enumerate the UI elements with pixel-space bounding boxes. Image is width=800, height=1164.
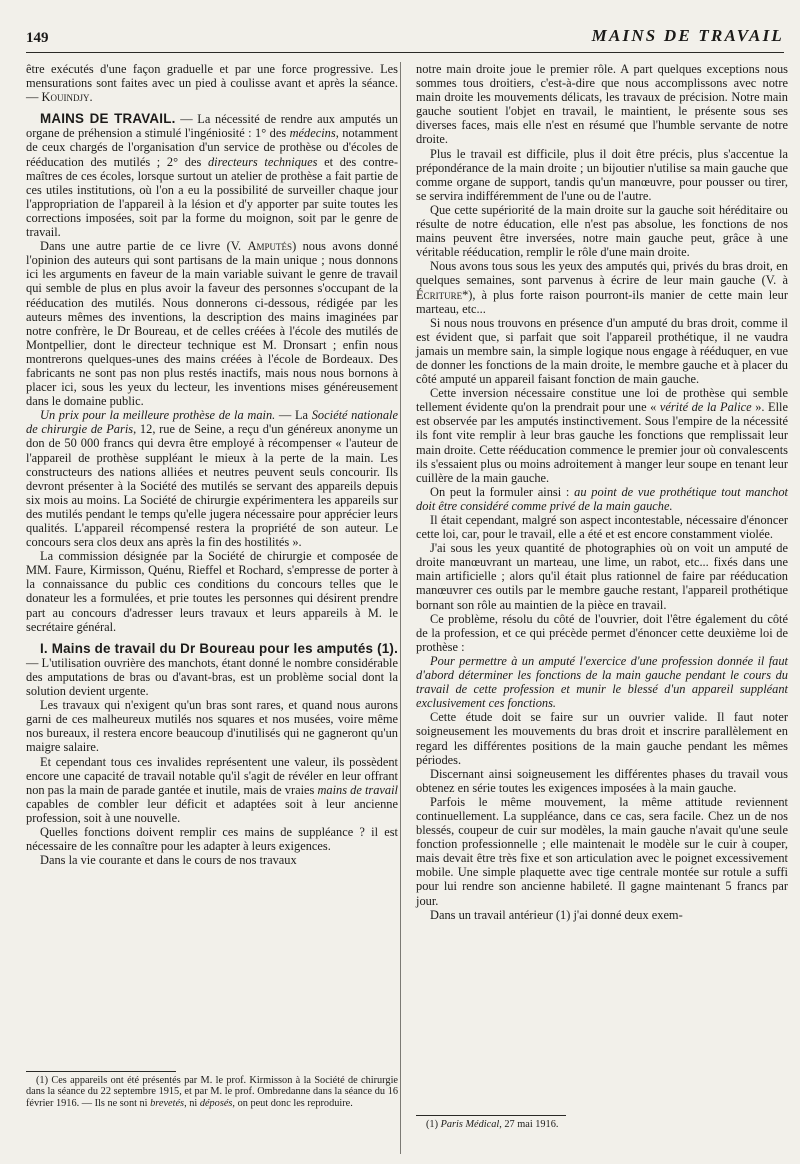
- right-footnote: [416, 1115, 788, 1130]
- running-title: MAINS DE TRAVAIL: [591, 26, 784, 45]
- subheading: Un prix pour la meilleure prothèse de la main.: [40, 408, 276, 423]
- left-column: [26, 62, 398, 867]
- paragraph: Dans un travail antérieur (1) j'ai donné deux exem-: [430, 907, 683, 922]
- paragraph: Dans une autre partie de ce livre (V. Amputés) nous avons donné l'opinion des auteurs qui sont partisans de la main unique ; nous donnons ici les arguments en faveur de la main variable suivant le genre de travail qui semble de plus en plus avoir la faveur des personnes s'occupant de la rééducation des mutilés. Nous donnerons ci-dessous, rédigée par les auteurs mêmes des inventions, la description des mains imaginées par notre confrère, le Dr Boureau, et de celles créées à l'école des mutilés de Montpellier, dont le directeur technique est M. Dronsart ; enfin nous montrerons quelques-unes des mains créées à l'école de Bordeaux. Des fabricants ne sont pas non plus restés inactifs, mais nous nous bornons à placer ici, sous les yeux du lecteur, les inventions mises généreusement dans le domaine public.: [26, 239, 399, 409]
- footnote: (1) Ces appareils ont été présentés par M. le prof. Kirmisson à la Société de chirurgie dans la séance du 22 septembre 1915, et par M. le prof. Ombredanne dans la séance du 16 février 1916. — Ils ne sont ni brevetés, ni déposés, on peut donc les reproduire.: [26, 1075, 398, 1109]
- cross-reference: Amputés: [247, 239, 293, 254]
- page-header: [26, 26, 784, 52]
- paragraph: Cette inversion nécessaire constitue une loi de prothèse qui semble tellement évidente qu'on la prendrait pour une « vérité de la Palice ». Elle est observée par les amputés instinctivement. Sous l'empire de la nécessité ils font vite remplir à leur bras gauche les fonctions que remplissait leur main droite. Cette rééducation commence le premier jour où convalescents ils s'essaient plus ou moins adroitement à manger leur soupe en tenant leur cuillère de la main gauche.: [416, 386, 788, 485]
- paragraph: J'ai sous les yeux quantité de photographies où on voit un amputé de droite manœuvrant un marteau, une lime, un rabot, etc... fixés dans une main artificielle ; alors qu'il était plus rationnel de faire par rééducation manœuvrer ces outils par le membre gauche restant, l'appareil prothétique bornant son rôle au maintien de la pièce en travail.: [416, 541, 788, 612]
- section-heading: MAINS DE TRAVAIL.: [40, 111, 176, 127]
- paragraph: Dans la vie courante et dans le cours de nos travaux: [40, 853, 297, 868]
- paragraph: Plus le travail est difficile, plus il doit être précis, plus s'accentue la prépondérance de la main droite ; un bijoutier n'utilise sa main gauche que comme organe de support, tandis qu'un manœuvre, pour pousser ou tirer, se servira indifféremment de l'une ou de l'autre.: [416, 146, 788, 203]
- paragraph: Cette étude doit se faire sur un ouvrier valide. Il faut noter soigneusement les mouvements du bras droit et inscrire parallèlement en regard les différentes positions de la main gauche pendant les mêmes périodes.: [416, 710, 788, 767]
- paragraph: Il était cependant, malgré son aspect incontestable, nécessaire d'énoncer cette loi, car, pour le travail, elle a été et est encore constamment violée.: [416, 513, 788, 542]
- header-rule: [26, 52, 784, 53]
- paragraph-law-one: On peut la formuler ainsi : au point de vue prothétique tout manchot doit être considéré comme privé de la main gauche.: [416, 484, 788, 513]
- paragraph: Et cependant tous ces invalides représentent une valeur, ils possèdent encore une capacité de travail notable qu'il s'agit de révéler en leur offrant non pas la main de parade gantée et inutile, mais de vraies mains de travail capables de combler leur déficit et adaptées soit à leur ancienne profession, soit à une nouvelle.: [26, 754, 398, 825]
- paragraph: Parfois le même mouvement, la même attitude reviennent continuellement. La suppléance, dans ce cas, sera facile. Chez un de nos blessés, coupeur de cuir sur modèles, la main gauche n'avait qu'une seule fonction professionnelle ; elle maintenait le modèle sur le cuir à couper, mais devait être très fixe et son articulation avec le poignet excessivement mobile. Une simple plaquette avec tige centrale montée sur rotule a suffi pour lui rendre son ancienne habileté. Il gagne maintenant 5 francs par jour.: [416, 794, 788, 908]
- column-divider: [400, 62, 401, 1154]
- footnote: (1) Paris Médical, 27 mai 1916.: [426, 1119, 559, 1130]
- paragraph: Que cette supériorité de la main droite sur la gauche soit héréditaire ou résulte de notre éducation, elle n'est pas absolue, les fonctions de nos mains peuvent être inversées, notre main gauche peut, grâce à une véritable rééducation, remplir le rôle d'une main droite.: [416, 202, 788, 260]
- section-heading: I. Mains de travail du Dr Boureau pour les amputés (1).: [40, 640, 398, 656]
- section-boureau: I. Mains de travail du Dr Boureau pour les amputés (1). — L'utilisation ouvrière des manchots, étant donné le nombre considérable des amputations de bras ou d'avant-bras, est un problème social dont la solution devient urgente.: [26, 640, 398, 699]
- footnote-rule: [26, 1071, 176, 1072]
- paragraph: Les travaux qui n'exigent qu'un bras sont rares, et quand nous aurons garni de ces malheureux mutilés nos squares et nos musées, voire même nos bureaux, il restera encore beaucoup d'inutilisés qui ne gagneront qu'un maigre salaire.: [26, 698, 398, 755]
- footnote-rule: [416, 1115, 566, 1116]
- paragraph: Discernant ainsi soigneusement les différentes phases du travail vous obtenez en série toutes les exigences imposées à la main gauche.: [416, 766, 788, 795]
- paragraph: être exécutés d'une façon graduelle et par une force progressive. Les mensurations sont faites avec un pied à coulisse avant et après la séance. — Kouindjy.: [26, 62, 398, 105]
- author-signature: Kouindjy: [41, 90, 90, 105]
- right-column: [416, 62, 788, 922]
- paragraph: Si nous nous trouvons en présence d'un amputé du bras droit, comme il est évident que, si parfait que soit l'appareil prothétique, il ne vaudra jamais un membre sain, la simple logique nous engage à rééduquer, en vue de donner les fonctions de la main droite, le membre gauche et à placer du côté amputé un appareil faisant fonction de main gauche.: [416, 315, 788, 387]
- paragraph: Quelles fonctions doivent remplir ces mains de suppléance ? il est nécessaire de les connaître pour les adapter à leurs exigences.: [26, 824, 398, 854]
- left-footnote: [26, 1071, 398, 1109]
- paragraph: Nous avons tous sous les yeux des amputés qui, privés du bras droit, en quelques semaines, sont parvenus à écrire de leur main gauche (V. à Écriture*), à plus forte raison pourront-ils manier de cette main leur marteau, etc...: [416, 259, 788, 316]
- paragraph: La commission désignée par la Société de chirurgie et composée de MM. Faure, Kirmisson, Quénu, Rieffel et Rochard, s'empresse de porter à la connaissance du public ces conditions du concours telles que le donateur les a formulées, et prie toutes les personnes qui désirent prendre part au concours d'adresser leurs travaux et leurs appareils à M. le secrétaire général.: [26, 549, 398, 634]
- paragraph-law-two: Pour permettre à un amputé l'exercice d'une profession donnée il faut d'abord déterminer les fonctions de la main gauche pendant le cours du travail de cette profession et munir le blessé d'un appareil suppléant exclusivement ces fonctions.: [416, 653, 788, 711]
- cross-reference: Écriture*: [416, 287, 469, 302]
- page-number: 149: [26, 30, 49, 46]
- paragraph: notre main droite joue le premier rôle. A part quelques exceptions nous sommes tous droitiers, c'est-à-dire que nous accomplissons avec notre main droite les mouvements délicats, les travaux de précision. Notre main gauche soutient l'objet en travail, le maintient, le présente sous ses diverses faces, mais elle n'est en résumé que l'humble servante de notre droite.: [416, 62, 788, 147]
- paragraph-prize: Un prix pour la meilleure prothèse de la main. — La Société nationale de chirurgie de Paris, 12, rue de Seine, a reçu d'un généreux anonyme un don de 50 000 francs qui devra être employé à récompenser « l'auteur de l'appareil de prothèse suppléant le mieux à la perte de la main. Les constructeurs des nations alliées et neutres peuvent seuls concourir. Ils devront présenter à la Société des mutilés se servant des appareils depuis six mois au moins. La Société de chirurgie expérimentera les appareils sur des mutilés pendant le temps qu'elle jugera nécessaire pour apprécier leurs qualités. L'appareil récompensé restera la propriété de son auteur. Le concours sera clos deux ans après la fin des hostilités ».: [26, 408, 398, 550]
- paragraph: Ce problème, résolu du côté de l'ouvrier, doit l'être également du côté de la profession, et ce qui précède permet d'énoncer cette deuxième loi de prothèse :: [416, 611, 788, 654]
- section-mains-de-travail: MAINS DE TRAVAIL. — La nécessité de rendre aux amputés un organe de préhension a stimulé l'ingéniosité : 1° des médecins, notamment de ceux chargés de l'organisation d'un service de prothèse ou d'écoles de rééducation des mutilés ; 2° des directeurs techniques et des contre-maîtres de ces écoles, lorsque surtout un atelier de prothèse a fait partie de ces utiles institutions, où l'on a eu la possibilité de surveiller chaque jour l'appropriation de l'appareil à la lésion et d'y apporter par suite toutes les corrections imposées, soit par la forme du moignon, soit par le genre de travail.: [26, 111, 399, 240]
